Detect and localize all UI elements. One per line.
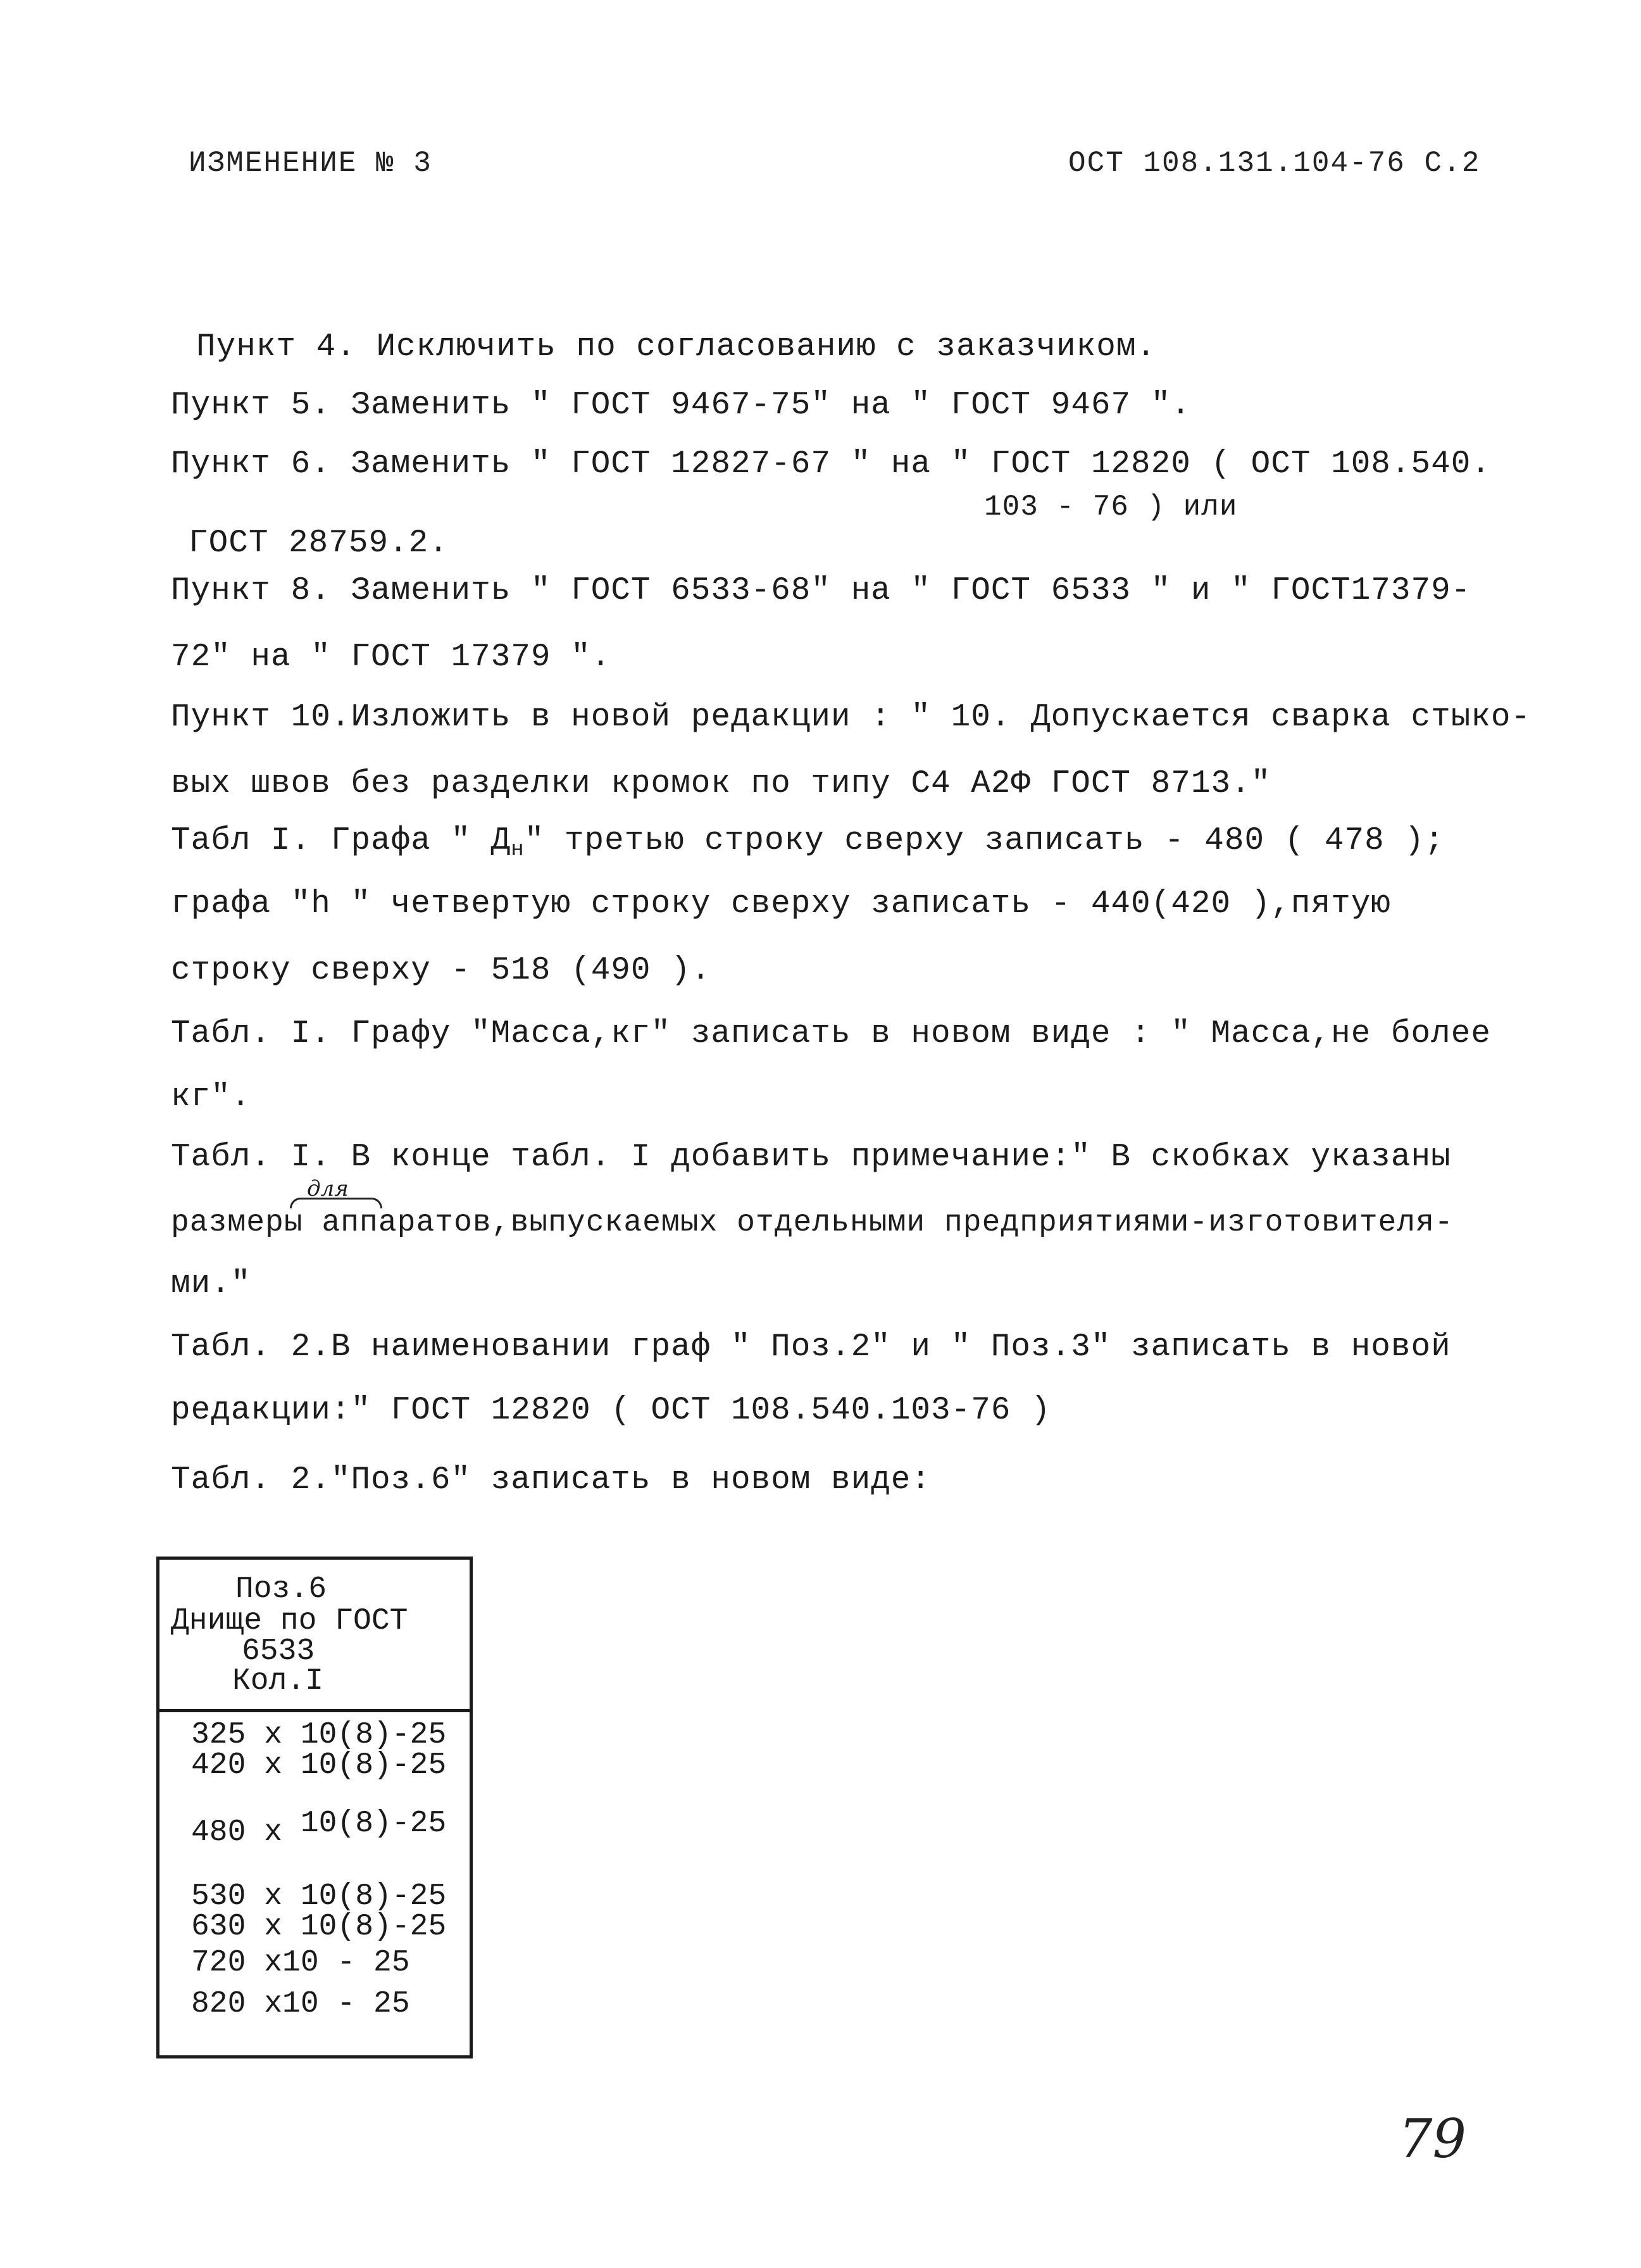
cell-diameter: 420 x bbox=[191, 1748, 301, 1782]
header-line: 6533 bbox=[242, 1634, 315, 1669]
text-line: Пункт 4. Исключить по согласованию с заказчиком. bbox=[196, 329, 1157, 365]
header-line: Кол.I bbox=[232, 1664, 324, 1698]
text-line: Пункт 10.Изложить в новой редакции : " 10. Допускается сварка стыко- bbox=[171, 699, 1532, 736]
text-line: 72" на " ГОСТ 17379 ". bbox=[171, 639, 611, 675]
cell-spec: 10(8)-25 bbox=[300, 1718, 447, 1752]
cell-diameter: 820 x bbox=[191, 1987, 283, 2021]
cell-spec: 10(8)-25 bbox=[300, 1807, 447, 1841]
page-number: 79 bbox=[1399, 2108, 1466, 2170]
text-line: строку сверху - 518 (490 ). bbox=[171, 953, 711, 989]
text-line: размеры аппаратов,выпускаемых отдельными предприятиями-изготовителя- bbox=[171, 1206, 1454, 1240]
text-line bbox=[171, 823, 1445, 862]
cell-spec: 10(8)-25 bbox=[300, 1910, 447, 1944]
cell-spec: 10 - 25 bbox=[282, 1946, 410, 1980]
table-row bbox=[191, 1910, 446, 1944]
table-row bbox=[191, 1718, 446, 1752]
text-line: Табл. I. Графу "Масса,кг" записать в новом виде : " Масса,не более bbox=[171, 1016, 1491, 1052]
cell-diameter: 325 x bbox=[191, 1718, 301, 1752]
text-line: ми." bbox=[171, 1266, 251, 1302]
table-header bbox=[159, 1560, 470, 1712]
text-line: редакции:" ГОСТ 12820 ( ОСТ 108.540.103-76 ) bbox=[171, 1393, 1051, 1429]
text-line: Пункт 8. Заменить " ГОСТ 6533-68" на " ГОСТ 6533 " и " ГОСТ17379- bbox=[171, 573, 1471, 609]
table-row bbox=[191, 1748, 446, 1782]
text-line: Табл. I. В конце табл. I добавить примечание:" В скобках указаны bbox=[171, 1139, 1451, 1175]
cell-spec: 10(8)-25 bbox=[300, 1879, 447, 1914]
header-line: Поз.6 bbox=[235, 1572, 327, 1607]
table-row bbox=[191, 1879, 446, 1914]
text-line: Табл. 2."Поз.6" записать в новом виде: bbox=[171, 1462, 931, 1498]
table-row bbox=[191, 1807, 446, 1850]
text-line: Пункт 5. Заменить " ГОСТ 9467-75" на " ГОСТ 9467 ". bbox=[171, 387, 1191, 423]
text-line: Табл. 2.В наименовании граф " Поз.2" и " Поз.3" записать в новой bbox=[171, 1329, 1451, 1365]
header-line: Днище по ГОСТ bbox=[171, 1604, 408, 1638]
cell-diameter: 530 x bbox=[191, 1879, 301, 1914]
text-line: Пункт 6. Заменить " ГОСТ 12827-67 " на " ГОСТ 12820 ( ОСТ 108.540. bbox=[171, 446, 1491, 482]
cell-spec: 10 - 25 bbox=[282, 1987, 410, 2021]
handwritten-insert: для bbox=[307, 1176, 349, 1201]
subscript-n: н bbox=[511, 838, 525, 862]
cell-spec: 10(8)-25 bbox=[300, 1748, 447, 1782]
cell-diameter: 630 x bbox=[191, 1910, 301, 1944]
table-row bbox=[191, 1946, 410, 1980]
cell-diameter: 720 x bbox=[191, 1946, 283, 1980]
text-line: 103 - 76 ) или bbox=[984, 491, 1238, 523]
document-code: ОСТ 108.131.104-76 С.2 bbox=[1068, 147, 1481, 180]
table-row bbox=[191, 1987, 410, 2021]
text-line: ГОСТ 28759.2. bbox=[189, 525, 449, 561]
change-number: ИЗМЕНЕНИЕ № 3 bbox=[189, 147, 432, 180]
text-line: кг". bbox=[171, 1079, 251, 1115]
text-line: графа "h " четвертую строку сверху записать - 440(420 ),пятую bbox=[171, 886, 1391, 922]
text-fragment: " третью строку сверху записать - 480 ( 478 ); bbox=[524, 823, 1445, 859]
position-table bbox=[156, 1557, 473, 2058]
cell-diameter: 480 x bbox=[191, 1815, 301, 1850]
text-line: вых швов без разделки кромок по типу С4 А2Ф ГОСТ 8713." bbox=[171, 766, 1271, 802]
text-fragment: Табл I. Графа " Д bbox=[171, 823, 511, 859]
